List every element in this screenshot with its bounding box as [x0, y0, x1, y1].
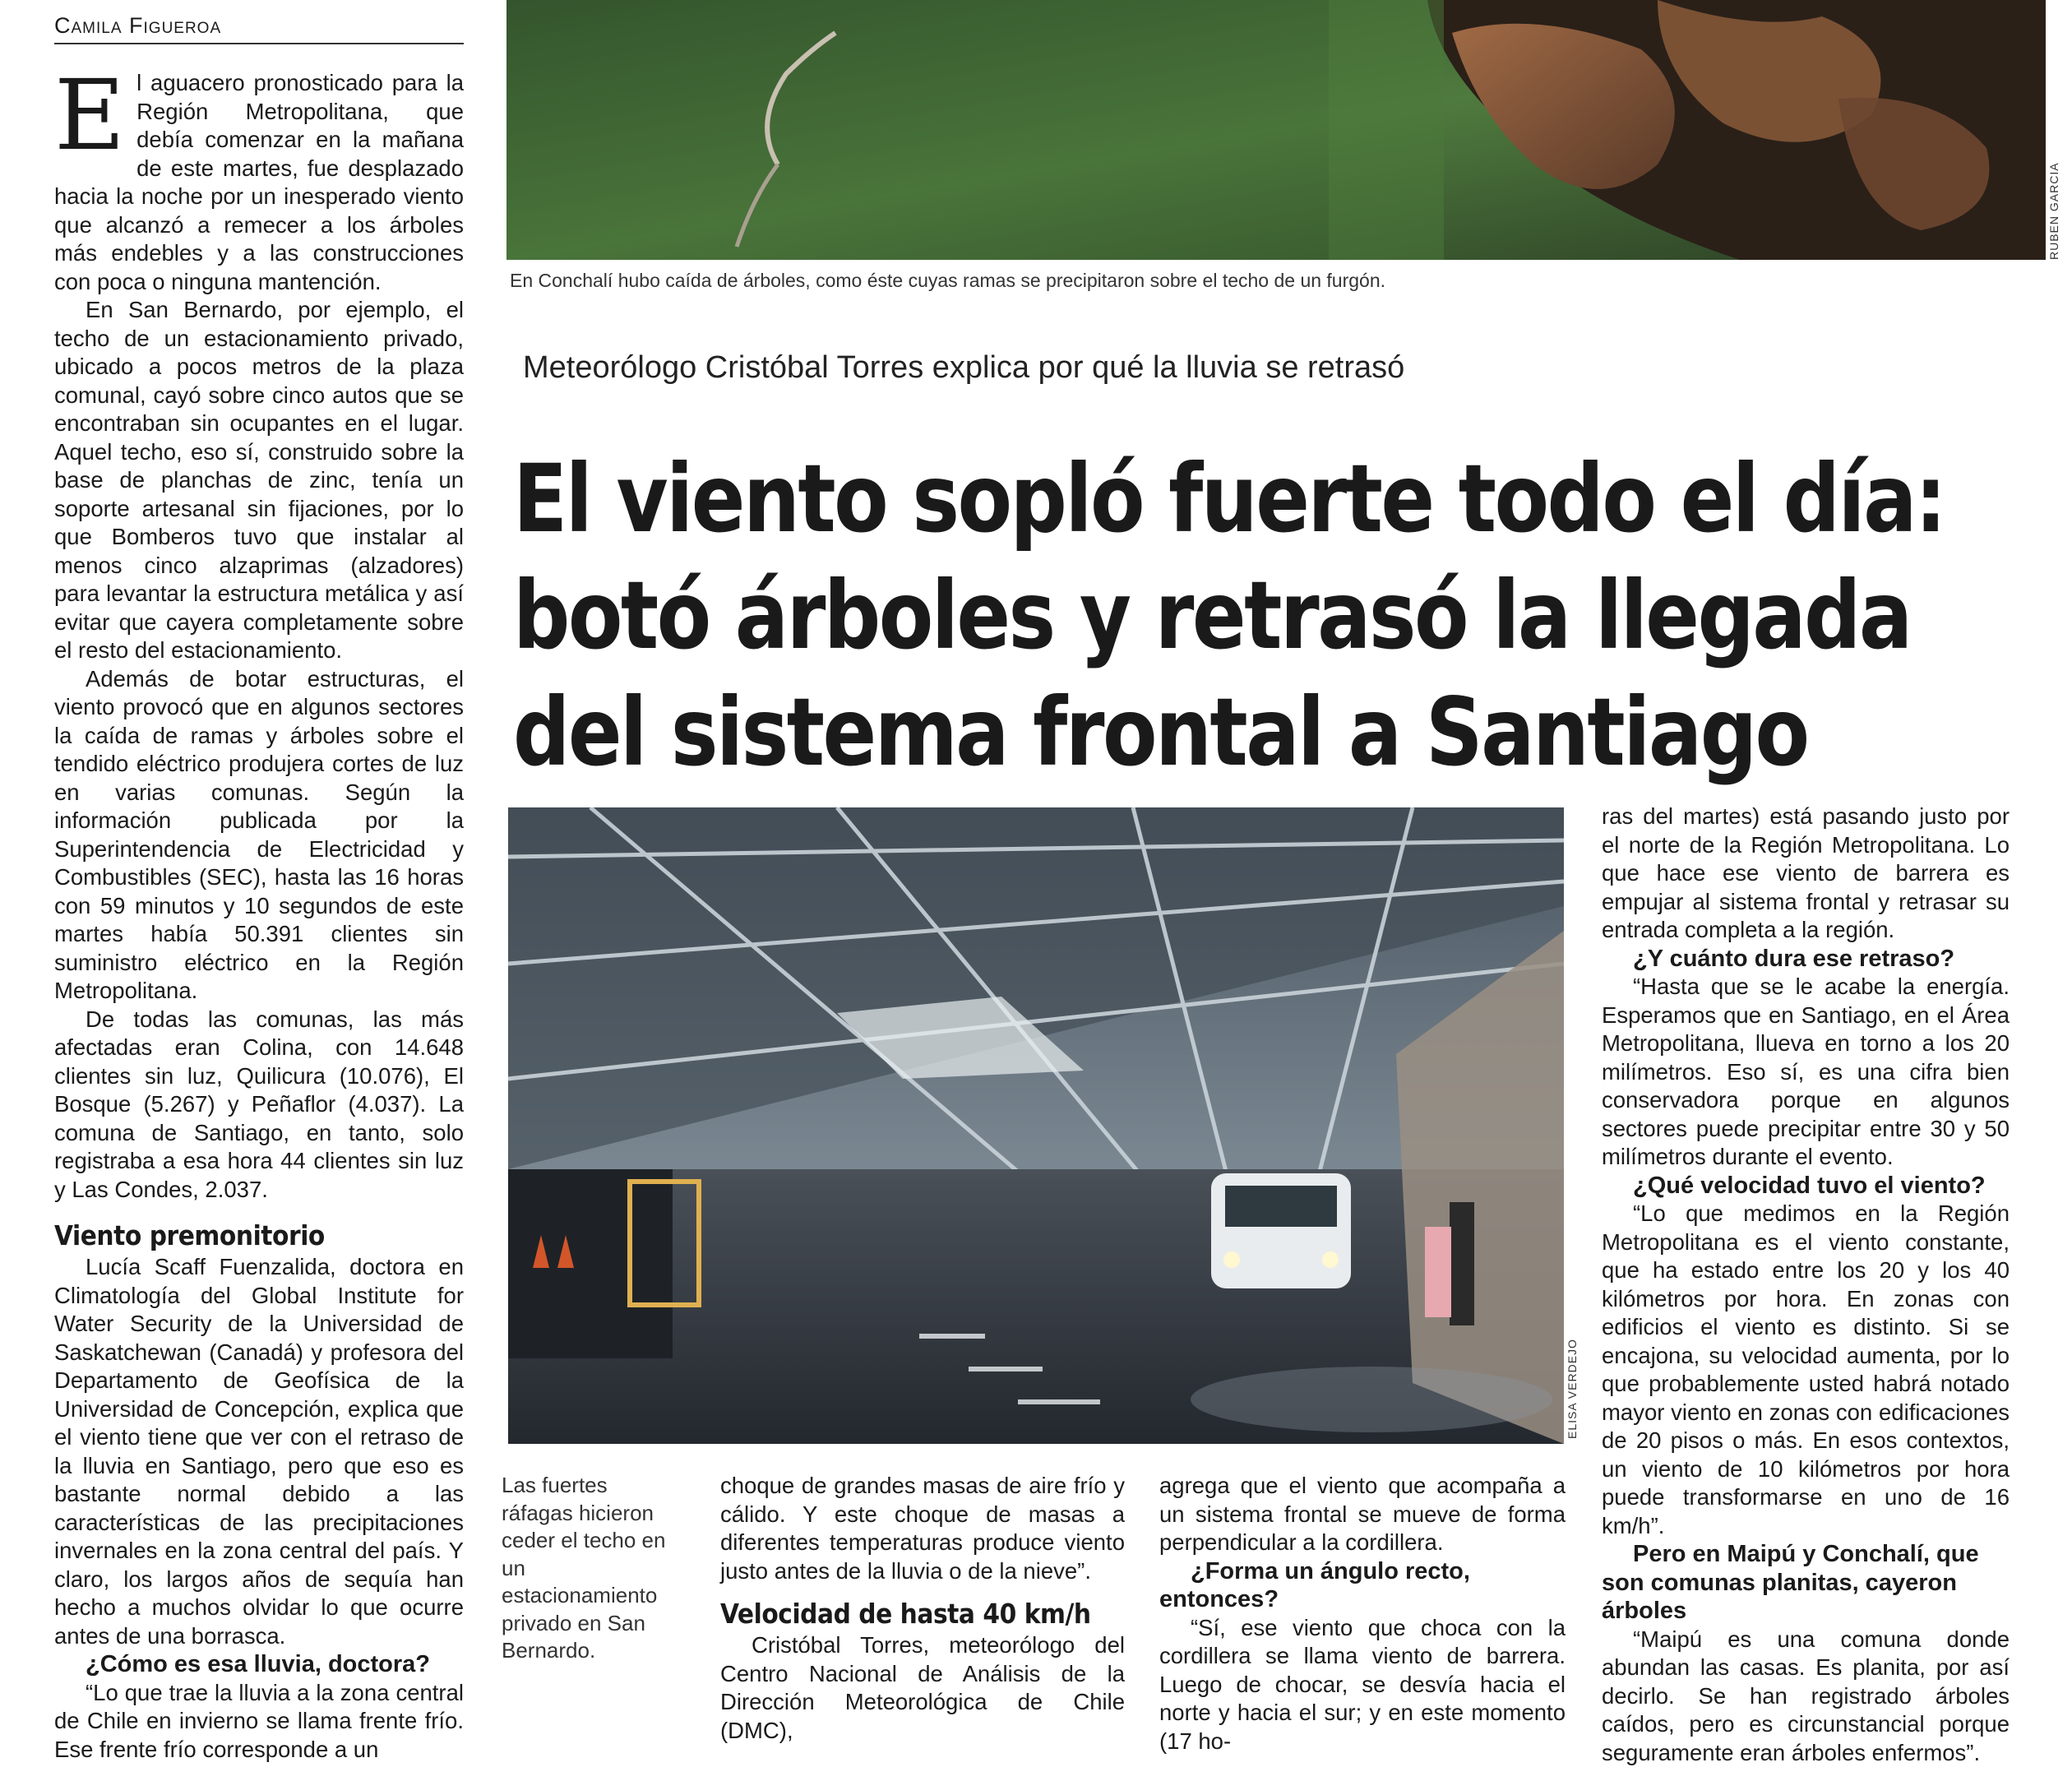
question: Pero en Maipú y Conchalí, que son comunas planitas, cayeron árboles [1602, 1540, 2010, 1626]
paragraph: “Lo que medimos en la Región Metropolitana es el viento constante, que ha estado entre los 20 y los 40 kilómetros por hora. En zonas con edificios el viento es distinto. Si se encajona, su velocidad aumenta, por lo que probablemente usted habrá notado mayor viento en zonas con edificaciones de 20 pisos o más. En esos contextos, un viento de 10 kilómetros por hora puede transformarse en uno de 16 km/h”. [1602, 1200, 2010, 1540]
paragraph: Lucía Scaff Fuenzalida, doctora en Climatología del Global Institute for Water Security de la Universidad de Saskatchewan (Canadá) y profesora del Departamento de Geofísica de la Universidad de Concepción, explica que el viento tiene que ver con el retraso de la lluvia en Santiago, pero que eso es bastante normal debido a las características de las precipitaciones invernales en la zona central del país. Y claro, los largos años de sequía han hecho a muchos olvidar lo que ocurre antes de una borrasca. [54, 1253, 464, 1650]
subhead: Viento premonitorio [54, 1220, 423, 1251]
drop-cap: E [54, 76, 125, 155]
paragraph: choque de grandes masas de aire frío y cálido. Y este choque de masas a diferentes temperaturas produce viento justo antes de la lluvia o de la nieve”. [720, 1472, 1125, 1585]
paragraph: “Hasta que se le acabe la energía. Esperamos que en Santiago, en el Área Metropolitana, llueva en torno a los 20 milímetros. Eso sí, es una cifra bien conservadora porque en algunos sectores puede precipitar entre 30 y 50 milímetros durante el evento. [1602, 973, 2010, 1172]
paragraph: “Sí, ese viento que choca con la cordillera se llama viento de barrera. Luego de chocar, se desvía hacia el norte y hacia el sur; y en este momento (17 ho- [1159, 1614, 1566, 1756]
paragraph: El aguacero pronosticado para la Región Metropolitana, que debía comenzar en la mañana de este martes, fue desplazado hacia la noche por un inesperado viento que alcanzó a remecer a los árboles más endebles y a las construcciones con poca o ninguna mantención. [54, 69, 464, 296]
article-column-4 [1602, 803, 2010, 1767]
article-column-2 [720, 1472, 1125, 1745]
question: ¿Qué velocidad tuvo el viento? [1602, 1172, 2010, 1200]
paragraph: agrega que el viento que acompaña a un sistema frontal se mueve de forma perpendicular a la cordillera. [1159, 1472, 1566, 1557]
byline: Camila Figueroa [54, 12, 464, 44]
subhead: Velocidad de hasta 40 km/h [720, 1598, 1085, 1630]
paragraph: Además de botar estructuras, el viento provocó que en algunos sectores la caída de ramas y árboles sobre el tendido eléctrico produjera cortes de luz en varias comunas. Según la información publicada por la Superintendencia de Electricidad y Combustibles (SEC), hasta las 16 horas con 59 minutos y 10 segundos de este martes había 50.391 clientes sin suministro eléctrico en la Región Metropolitana. [54, 665, 464, 1006]
question: ¿Forma un ángulo recto, entonces? [1159, 1557, 1566, 1614]
top-photo-caption: En Conchalí hubo caída de árboles, como éste cuyas ramas se precipitaron sobre el techo de un furgón. [510, 270, 1385, 292]
headline-line-3: del sistema frontal a Santiago [513, 674, 1827, 791]
main-photo-credit: ELISA VERDEJO [1566, 1339, 1579, 1439]
kicker: Meteorólogo Cristóbal Torres explica por qué la lluvia se retrasó [523, 350, 1404, 386]
main-photo-caption: Las fuertes ráfagas hicieron ceder el techo en un estacionamiento privado en San Bernardo. [502, 1472, 678, 1665]
article-column-3 [1159, 1472, 1566, 1755]
paragraph: Cristóbal Torres, meteorólogo del Centro Nacional de Análisis de la Dirección Meteorológica de Chile (DMC), [720, 1631, 1125, 1745]
headline-line-1: El viento sopló fuerte todo el día: [513, 441, 1827, 557]
headline-line-2: botó árboles y retrasó la llegada [513, 557, 1827, 674]
paragraph: ras del martes) está pasando justo por el norte de la Región Metropolitana. Lo que hace ese viento de barrera es empujar al sistema frontal y retrasar su entrada completa a la región. [1602, 803, 2010, 945]
paragraph: “Maipú es una comuna donde abundan las casas. Es planita, por así decirlo. Se han registrado árboles caídos, pero es circunstancial porque seguramente eran árboles enfermos”. [1602, 1626, 2010, 1767]
paragraph: “Lo que trae la lluvia a la zona central de Chile en invierno se llama frente frío. Ese frente frío corresponde a un [54, 1679, 464, 1765]
main-photo [508, 807, 1564, 1444]
paragraph: De todas las comunas, las más afectadas eran Colina, con 14.648 clientes sin luz, Quilicura (10.076), El Bosque (5.267) y Peñaflor (4.037). La comuna de Santiago, en tanto, solo registraba a esa hora 44 clientes sin luz y Las Condes, 2.037. [54, 1006, 464, 1205]
question: ¿Y cuánto dura ese retraso? [1602, 945, 2010, 974]
top-photo [506, 0, 2046, 260]
top-photo-credit: RUBEN GARCIA [2047, 162, 2060, 260]
paragraph: En San Bernardo, por ejemplo, el techo de un estacionamiento privado, ubicado a pocos metros de la plaza comunal, cayó sobre cinco autos que se encontraban sin ocupantes en el lugar. Aquel techo, eso sí, construido sobre la base de planchas de zinc, tenía un soporte artesanal sin fijaciones, por lo que Bomberos tuvo que instalar al menos cinco alzaprimas (alzadores) para levantar la estructura metálica y así evitar que cayera completamente sobre el resto del estacionamiento. [54, 296, 464, 665]
article-column-1 [54, 69, 464, 1764]
question: ¿Cómo es esa lluvia, doctora? [54, 1650, 464, 1679]
headline [513, 441, 1827, 791]
